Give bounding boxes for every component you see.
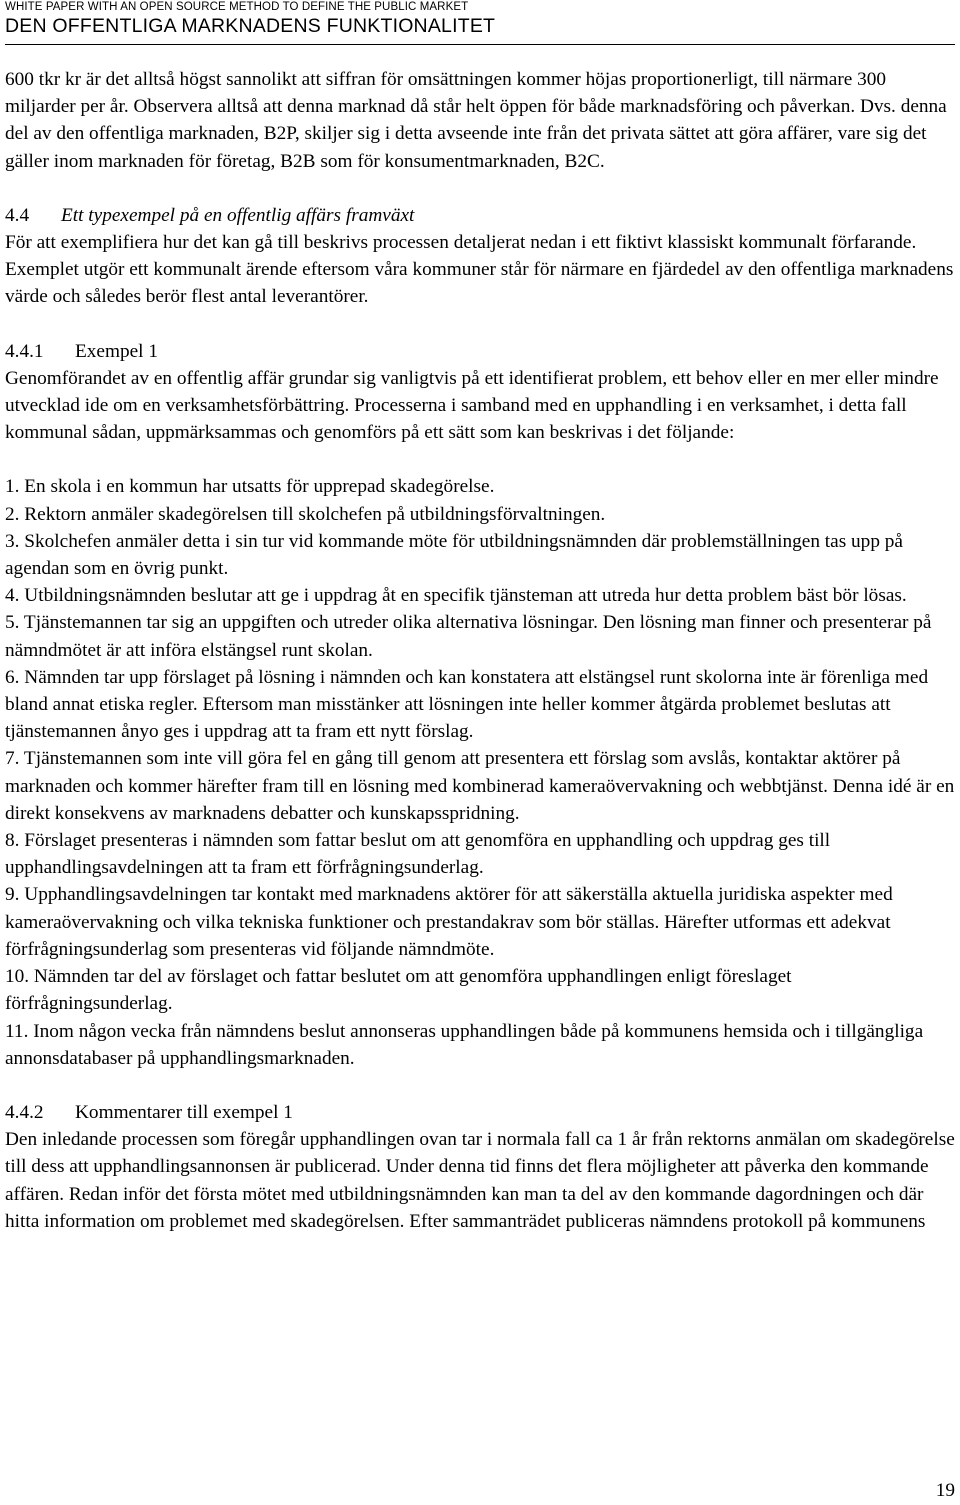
- section-heading-4-4-2: [5, 1099, 955, 1126]
- section-number: 4.4.2: [5, 1101, 44, 1123]
- list-item: 10. Nämnden tar del av förslaget och fattar beslutet om att genomföra upphandlingen enligt föreslaget förfrågningsunderlag.: [5, 966, 792, 1015]
- section-number: 4.4.1: [5, 340, 44, 362]
- section-title: Exempel 1: [75, 340, 158, 362]
- list-item: 1. En skola i en kommun har utsatts för upprepad skadegörelse.: [5, 476, 495, 498]
- steps-list: [5, 473, 955, 1071]
- list-item: 7. Tjänstemannen som inte vill göra fel en gång till genom att presentera ett förslag som avslås, kontaktar aktörer på marknaden och kommer härefter fram till en lösning med kombinerad kameraövervakning och webbtjänst. Denna idé är en direkt konsekvens av marknadens debatter och kunskapsspridning.: [5, 748, 955, 824]
- section-heading-4-4-1: [5, 338, 955, 365]
- list-item: 11. Inom någon vecka från nämndens beslut annonseras upphandlingen både på kommunens hemsida och i tillgängliga annonsdatabaser på upphandlingsmarknaden.: [5, 1020, 924, 1069]
- list-item: 9. Upphandlingsavdelningen tar kontakt med marknadens aktörer för att säkerställa aktuella juridiska aspekter med kameraövervakning och vilka tekniska funktioner och prestandakrav som bör ställas. Härefter utformas ett adekvat förfrågningsunderlag som presenteras vid följande nämndmöte.: [5, 884, 893, 960]
- section-number: 4.4: [5, 204, 30, 226]
- list-item: 4. Utbildningsnämnden beslutar att ge i uppdrag åt en specifik tjänsteman att utreda hur detta problem bäst bör lösas.: [5, 585, 907, 607]
- list-item: 8. Förslaget presenteras i nämnden som fattar beslut om att genomföra en upphandling och uppdrag ges till upphandlingsavdelningen att ta fram ett förfrågningsunderlag.: [5, 830, 831, 879]
- page-header: [5, 0, 955, 37]
- header-subtitle: WHITE PAPER WITH AN OPEN SOURCE METHOD TO DEFINE THE PUBLIC MARKET: [5, 1, 469, 13]
- section-title: Kommentarer till exempel 1: [75, 1101, 293, 1123]
- list-item: 3. Skolchefen anmäler detta i sin tur vid kommande möte för utbildningsnämnden där problemställningen tas upp på agendan som en övrig punkt.: [5, 530, 903, 580]
- header-divider: [5, 44, 955, 45]
- list-item: 6. Nämnden tar upp förslaget på lösning i nämnden och kan konstatera att elstängsel runt skolorna inte är förenliga med bland annat etiska regler. Eftersom man misstänker att lösningen inte heller kommer åtgärda problemet beslutas att tjänstemannen ånyo ges i uppdrag att ta fram ett nytt förslag.: [5, 666, 929, 743]
- section-title: Ett typexempel på en offentlig affärs framväxt: [61, 204, 415, 226]
- section-heading-4-4: [5, 202, 955, 229]
- list-item: 5. Tjänstemannen tar sig an uppgiften och utreder olika alternativa lösningar. Den lösning man finner och presenterar på nämndmötet är att införa elstängsel runt skolan.: [5, 612, 932, 661]
- section-paragraph-4-4: För att exemplifiera hur det kan gå till beskrivs processen detaljerat nedan i ett fiktivt klassiskt kommunalt förfarande. Exemplet utgör ett kommunalt ärende eftersom våra kommuner står för närmare en fjärdedel av den offentliga marknadens värde och således berör flest antal leverantörer.: [5, 232, 954, 308]
- list-item: 2. Rektorn anmäler skadegörelsen till skolchefen på utbildningsförvaltningen.: [5, 503, 606, 525]
- page-number: 19: [935, 1480, 955, 1501]
- document-body: [5, 66, 955, 1235]
- section-paragraph-4-4-1: Genomförandet av en offentlig affär grundar sig vanligtvis på ett identifierat problem, ett behov eller en mer eller mindre utvecklad ide om en verksamhetsförbättring. Processerna i samband med en upphandling i en verksamhet, i detta fall kommunal sådan, uppmärksammas och genomförs på ett sätt som kan beskrivas i det följande:: [5, 367, 939, 444]
- intro-paragraph: 600 tkr kr är det alltså högst sannolikt att siffran för omsättningen kommer höjas proportionerligt, till närmare 300 miljarder per år. Observera alltså att denna marknad då står helt öppen för både marknadsföring och påverkan. Dvs. denna del av den offentliga marknaden, B2P, skiljer sig i detta avseende inte från det privata sättet att göra affärer, vare sig det gäller inom marknaden för företag, B2B som för konsumentmarknaden, B2C.: [5, 69, 947, 172]
- section-paragraph-4-4-2: Den inledande processen som föregår upphandlingen ovan tar i normala fall ca 1 år från rektorns anmälan om skadegörelse till dess att upphandlingsannonsen är publicerad. Under denna tid finns det flera möjligheter att påverka den kommande affären. Redan inför det första mötet med utbildningsnämnden kan man ta del av den kommande dagordningen och där hitta information om problemet med skadegörelsen. Efter sammanträdet publiceras nämndens protokoll på kommunens: [5, 1129, 955, 1232]
- header-title: DEN OFFENTLIGA MARKNADENS FUNKTIONALITET: [5, 15, 496, 37]
